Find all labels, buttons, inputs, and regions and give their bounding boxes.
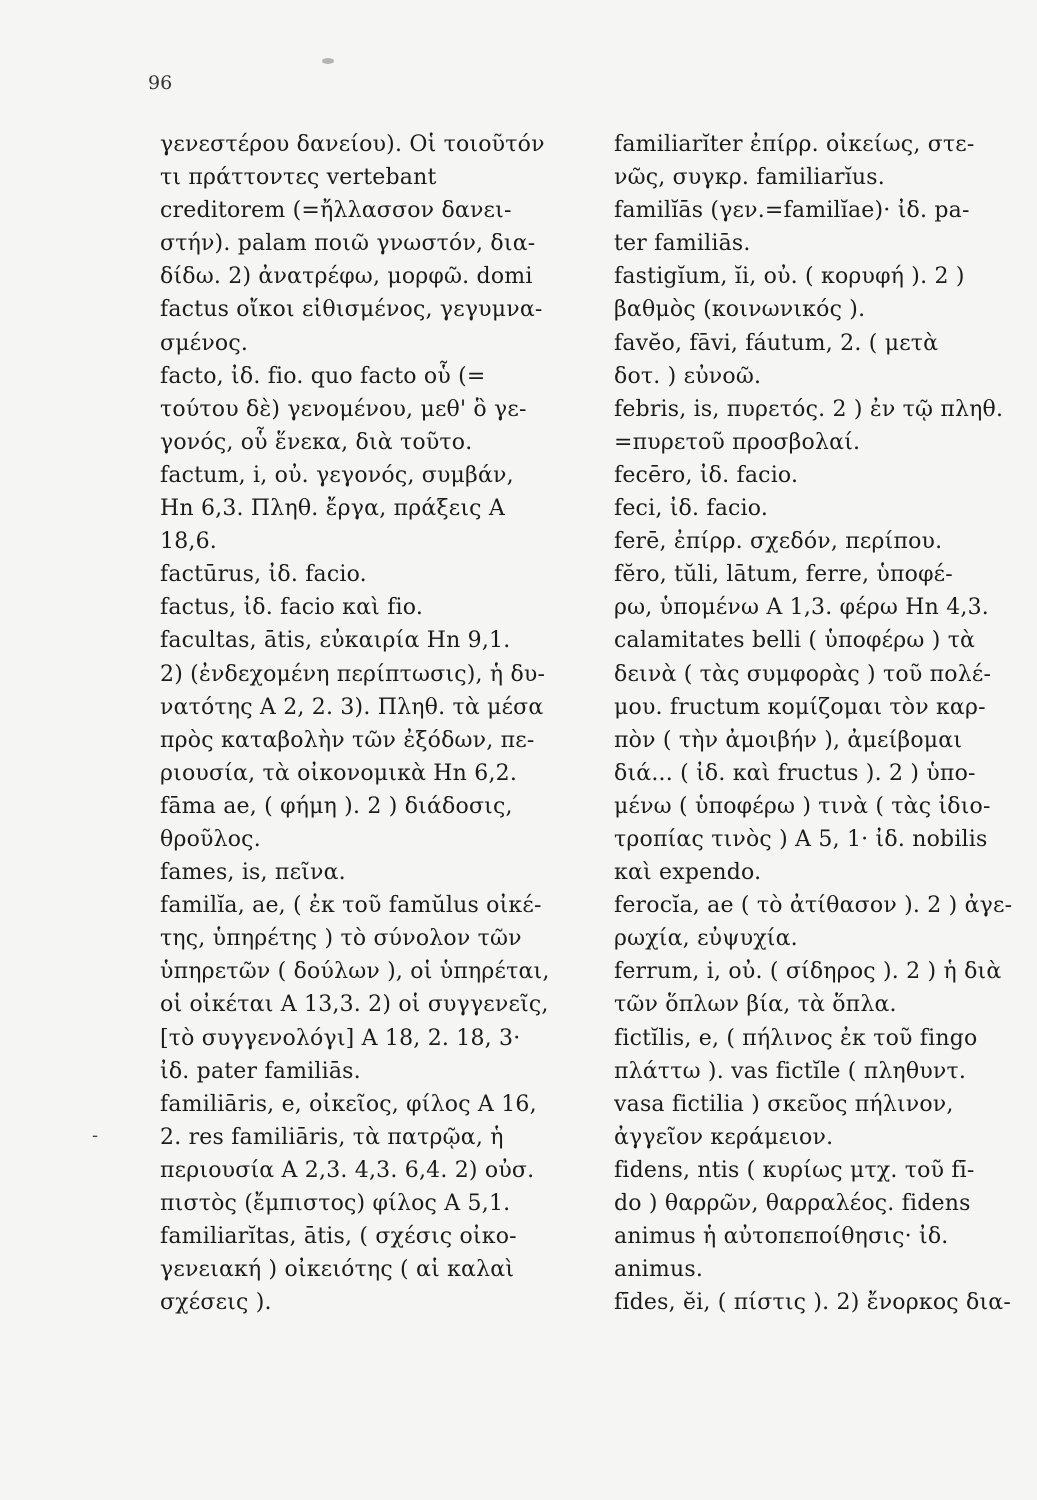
text-line: μου. fructum κομίζομαι τὸν καρ- (614, 694, 986, 720)
text-line: γενεστέρου δανείου). Οἱ τοιοῦτόν (160, 132, 545, 157)
text-line: familĭās (γεν.=familĭae)· ἰδ. pa- (614, 198, 970, 224)
text-line: febris, is, πυρετός. 2 ) ἐν τῷ πληθ. (614, 396, 1004, 422)
ink-speck (322, 58, 334, 64)
text-line: 18,6. (160, 529, 217, 555)
text-line: καὶ expendo. (614, 860, 762, 886)
text-line: γονός, οὗ ἕνεκα, διὰ τοῦτο. (160, 429, 473, 455)
text-line: factus, ἰδ. facio καὶ fio. (160, 595, 424, 621)
text-line: Hn 6,3. Πληθ. ἔργα, πράξεις A (160, 496, 505, 522)
text-line: familĭa, ae, ( ἐκ τοῦ famŭlus οἰκέ- (160, 893, 542, 919)
text-line: πὸν ( τὴν ἀμοιβήν ), ἀμείβομαι (614, 727, 963, 753)
text-line: οἱ οἰκέται A 13,3. 2) οἱ συγγενεῖς, (160, 992, 549, 1018)
text-line: familiāris, e, οἰκεῖος, φίλος A 16, (160, 1091, 537, 1117)
text-line: vasa fictilia ) σκεῦος πήλινον, (614, 1091, 954, 1117)
text-line: πρὸς καταβολὴν τῶν ἐξόδων, πε- (160, 727, 535, 753)
text-line: fīdes, ĕi, ( πίστις ). 2) ἔνορκος δια- (614, 1290, 1011, 1316)
margin-mark: - (92, 1125, 99, 1146)
text-line: facultas, ātis, εὐκαιρία Hn 9,1. (160, 628, 511, 654)
text-line: τροπίας τινὸς ) A 5, 1· ἰδ. nobilis (614, 826, 988, 852)
left-column (160, 128, 592, 1319)
text-line: της, ὑπηρέτης ) τὸ σύνολον τῶν (160, 926, 522, 952)
text-line: fastigĭum, ĭi, οὐ. ( κορυφή ). 2 ) (614, 264, 965, 290)
text-line: ἰδ. pater familiās. (160, 1058, 361, 1084)
text-line: familiarĭtas, ātis, ( σχέσις οἰκο- (160, 1224, 517, 1250)
text-line: περιουσία A 2,3. 4,3. 6,4. 2) οὐσ. (160, 1157, 535, 1183)
text-line: [τὸ συγγενολόγι] A 18, 2. 18, 3· (160, 1025, 521, 1051)
text-line: γενειακή ) οἰκειότης ( αἱ καλαὶ (160, 1257, 515, 1283)
text-line: animus ἡ αὐτοπεποίθησις· ἰδ. (614, 1224, 949, 1250)
text-line: do ) θαρρῶν, θαρραλέος. fidens (614, 1191, 971, 1216)
text-line: ρωχία, εὐψυχία. (614, 926, 798, 952)
text-line: πιστὸς (ἔμπιστος) φίλος A 5,1. (160, 1191, 511, 1216)
text-line: ἀγγεῖον κεράμειον. (614, 1124, 834, 1150)
text-line: διά... ( ἰδ. καὶ fructus ). 2 ) ὑπο- (614, 760, 976, 786)
text-line: τι πράττοντες vertebant (160, 165, 437, 191)
page-number: 96 (148, 72, 173, 94)
text-line: factum, i, οὐ. γεγονός, συμβάν, (160, 462, 514, 488)
text-line: πλάττω ). vas fictĭle ( πληθυντ. (614, 1058, 967, 1084)
text-line: στήν). palam ποιῶ γνωστόν, δια- (160, 231, 536, 257)
text-line: νῶς, συγκρ. familiarĭus. (614, 165, 885, 191)
text-line: 2) (ἐνδεχομένη περίπτωσις), ἡ δυ- (160, 661, 546, 687)
text-line: τῶν ὅπλων βία, τὰ ὅπλα. (614, 992, 897, 1018)
text-line: δοτ. ) εὐνοῶ. (614, 363, 762, 389)
text-line: fames, is, πεῖνα. (160, 860, 346, 886)
text-line: fidens, ntis ( κυρίως μτχ. τοῦ fī- (614, 1157, 975, 1183)
text-line: ριουσία, τὰ οἰκονομικὰ Hn 6,2. (160, 760, 518, 786)
text-line: facto, ἰδ. fio. quo facto οὗ (= (160, 363, 486, 389)
text-line: 2. res familiāris, τὰ πατρῷα, ἡ (160, 1124, 504, 1150)
text-line: σχέσεις ). (160, 1290, 272, 1316)
text-line: ferrum, i, οὐ. ( σίδηρος ). 2 ) ἡ διὰ (614, 959, 1002, 985)
text-line: factūrus, ἰδ. facio. (160, 562, 367, 588)
text-line: ὑπηρετῶν ( δούλων ), οἱ ὑπηρέται, (160, 959, 550, 985)
text-line: βαθμὸς (κοινωνικός ). (614, 297, 866, 323)
text-line: δεινὰ ( τὰς συμφορὰς ) τοῦ πολέ- (614, 661, 992, 687)
text-line: calamitates belli ( ὑποφέρω ) τὰ (614, 628, 976, 654)
text-line: animus. (614, 1257, 704, 1283)
text-line: factus οἴκοι εἰθισμένος, γεγυμνα- (160, 297, 543, 323)
text-line: fictĭlis, e, ( πήλινος ἐκ τοῦ fingo (614, 1025, 978, 1051)
text-line: feci, ἰδ. facio. (614, 496, 769, 522)
text-line: ρω, ὑπομένω A 1,3. φέρω Hn 4,3. (614, 595, 989, 621)
text-line: creditorem (=ἤλλασσον δανει- (160, 198, 512, 224)
text-line: ter familiās. (614, 231, 751, 257)
text-line: fĕro, tŭli, lātum, ferre, ὑποφέ- (614, 562, 953, 588)
text-line: θροῦλος. (160, 826, 261, 852)
text-line: familiarĭter ἐπίρρ. οἰκείως, στε- (614, 132, 975, 157)
text-line: favĕo, fāvi, fáutum, 2. ( μετὰ (614, 330, 939, 356)
text-line: fāma ae, ( φήμη ). 2 ) διάδοσις, (160, 793, 513, 819)
text-line: σμένος. (160, 330, 249, 356)
text-line: =πυρετοῦ προσβολαί. (614, 429, 861, 455)
text-line: τούτου δὲ) γενομένου, μεθ' ὃ γε- (160, 396, 527, 422)
text-line: δίδω. 2) ἀνατρέφω, μορφῶ. domi (160, 264, 533, 290)
text-line: fecēro, ἰδ. facio. (614, 462, 799, 488)
text-line: ferocĭa, ae ( τὸ ἀτίθασον ). 2 ) ἀγε- (614, 893, 1013, 919)
text-line: ferē, ἐπίρρ. σχεδόν, περίπου. (614, 529, 943, 555)
text-line: μένω ( ὑποφέρω ) τινὰ ( τὰς ἰδιο- (614, 793, 991, 819)
right-column (614, 128, 1034, 1319)
text-line: νατότης A 2, 2. 3). Πληθ. τὰ μέσα (160, 694, 544, 720)
